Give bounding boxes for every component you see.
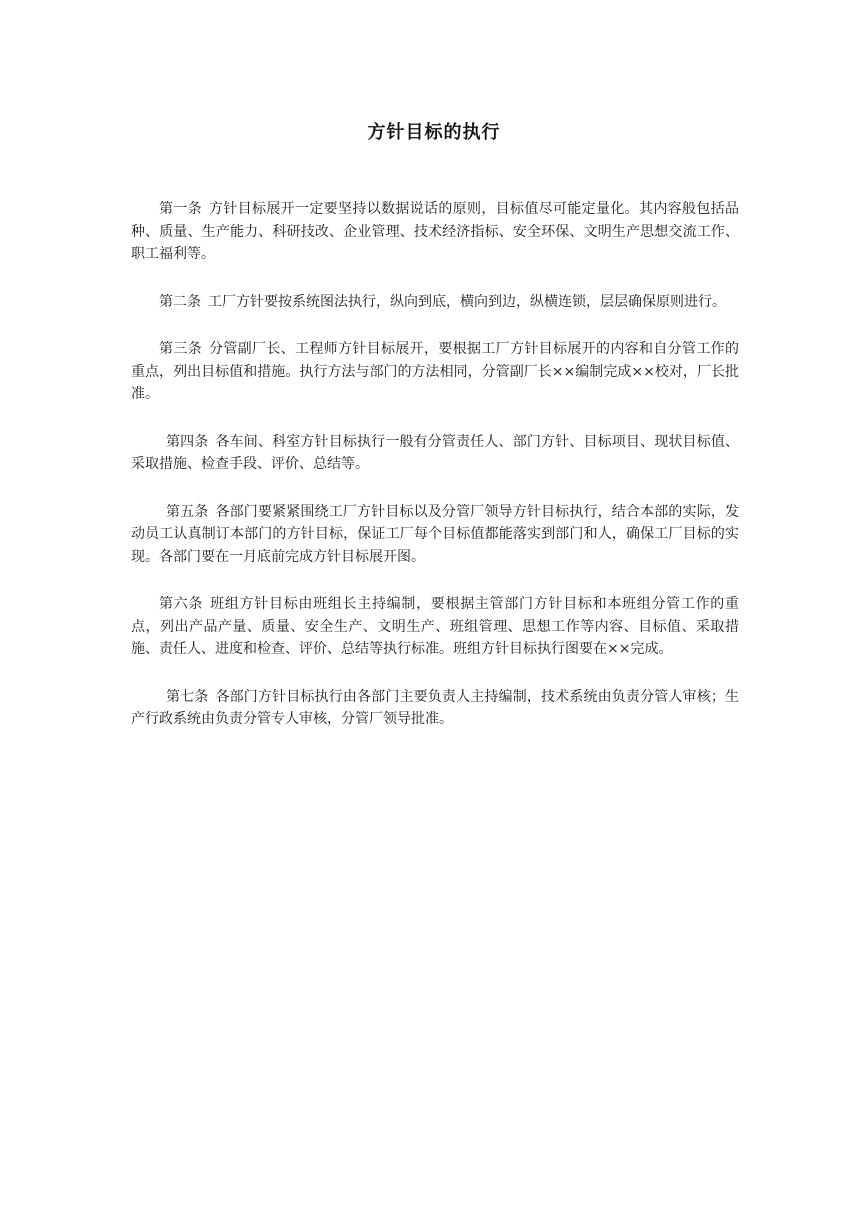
- document-body: [131, 198, 739, 756]
- article-6: [131, 593, 739, 661]
- article-1-text: 方针目标展开一定要坚持以数据说话的原则，目标值尽可能定量化。其内容般包括品种、质量、生产能力、科研技改、企业管理、技术经济指标、安全环保、文明生产思想交流工作、职工福利等。: [131, 201, 739, 262]
- article-7-label: 第七条: [166, 688, 209, 705]
- article-3-label: 第三条: [159, 341, 202, 357]
- article-2: [131, 291, 739, 314]
- article-7: [131, 686, 739, 731]
- article-4-label: 第四条: [166, 433, 209, 450]
- article-2-label: 第二条: [159, 293, 201, 310]
- article-1: [131, 198, 739, 266]
- article-2-text: 工厂方针要按系统图法执行，纵向到底，横向到边，纵横连锁，层层确保原则进行。: [208, 293, 726, 310]
- article-6-label: 第六条: [159, 596, 204, 612]
- article-5-label: 第五条: [166, 503, 209, 520]
- article-4-text: 各车间、科室方针目标执行一般有分管责任人、部门方针、目标项目、现状目标值、采取措施、检查手段、评价、总结等。: [131, 433, 740, 472]
- document-title: 方针目标的执行: [367, 122, 501, 143]
- article-4: [131, 431, 739, 476]
- article-1-label: 第一条: [159, 201, 202, 217]
- article-3-text: 分管副厂长、工程师方针目标展开，要根据工厂方针目标展开的内容和自分管工作的重点，列出目标值和措施。执行方法与部门的方法相同，分管副厂长××编制完成××校对，厂长批准。: [131, 341, 739, 402]
- article-6-text: 班组方针目标由班组长主持编制，要根据主管部门方针目标和本班组分管工作的重点，列出产品产量、质量、安全生产、文明生产、班组管理、思想工作等内容、目标值、采取措施、责任人、进度和检查、评价、总结等执行标准。班组方针目标执行图要在××完成。: [131, 596, 740, 657]
- article-5: [131, 501, 739, 569]
- article-5-text: 各部门要紧紧围绕工厂方针目标以及分管厂领导方针目标执行，结合本部的实际，发动员工认真制订本部门的方针目标，保证工厂每个目标值都能落实到部门和人，确保工厂目标的实现。各部门要在一月底前完成方针目标展开图。: [131, 503, 740, 565]
- article-3: [131, 338, 739, 406]
- article-7-text: 各部门方针目标执行由各部门主要负责人主持编制，技术系统由负责分管人审核；生产行政系统由负责分管专人审核，分管厂领导批准。: [131, 688, 740, 727]
